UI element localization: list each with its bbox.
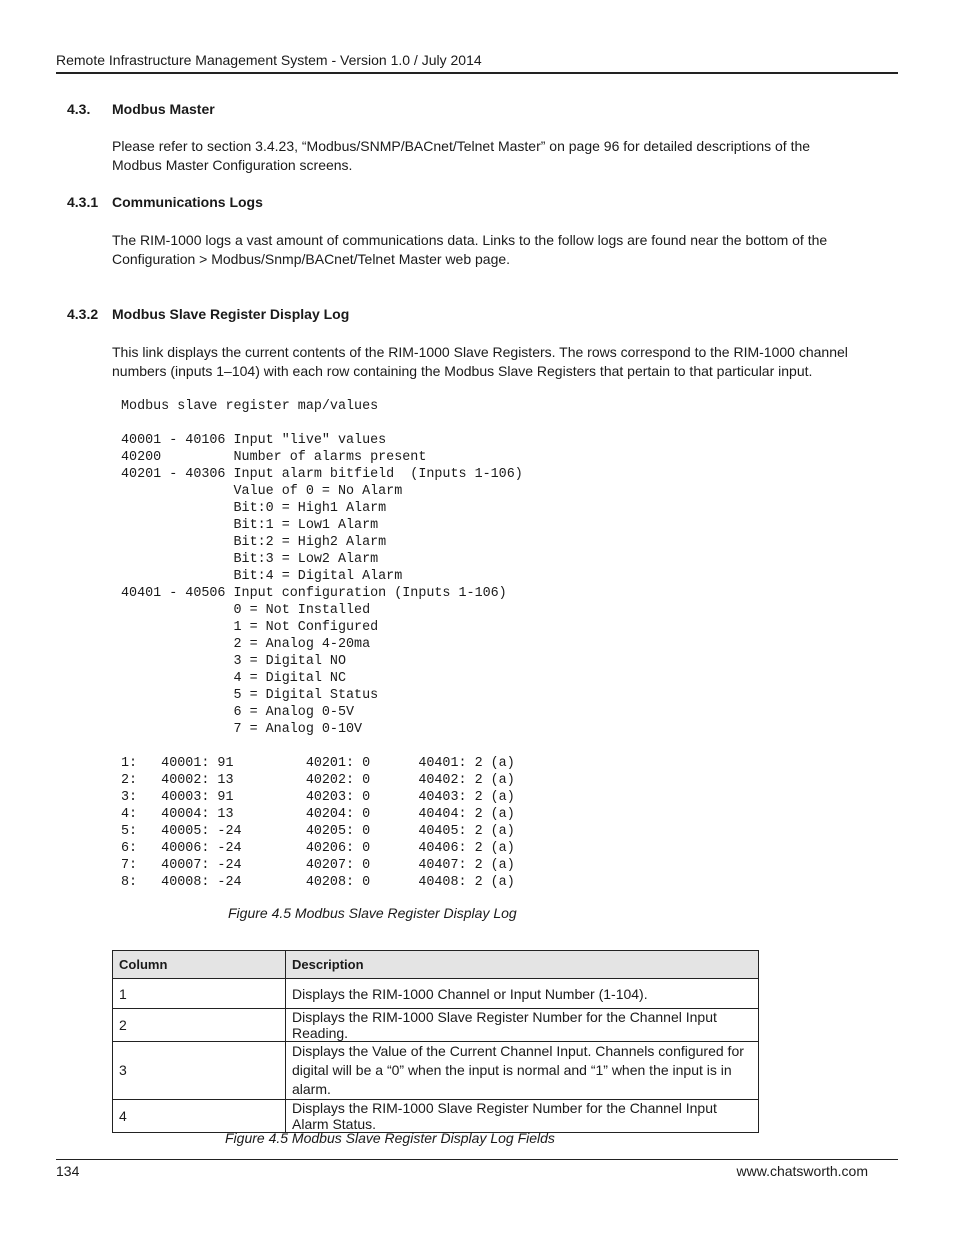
table-cell-column: 1 xyxy=(113,979,286,1009)
table-cell-column: 3 xyxy=(113,1042,286,1100)
section-number: 4.3. xyxy=(67,101,91,117)
section-number: 4.3.2 xyxy=(67,306,99,322)
section-number: 4.3.1 xyxy=(67,194,99,210)
description-header: Description xyxy=(286,951,759,979)
section-title: Modbus Master xyxy=(112,101,215,117)
table-row xyxy=(113,1100,759,1133)
figure-caption: Figure 4.5 Modbus Slave Register Display Log xyxy=(228,905,517,921)
section-title: Modbus Slave Register Display Log xyxy=(112,306,350,322)
footer-website: www.chatsworth.com xyxy=(736,1163,868,1179)
table-cell-description: Displays the Value of the Current Channel Input. Channels configured for digital will be a “0” when the input is normal and “1” when the input is in alarm. xyxy=(286,1042,759,1100)
section-paragraph: The RIM-1000 logs a vast amount of communications data. Links to the follow logs are found near the bottom of the Configuration > Modbus/Snmp/BACnet/Telnet Master web page. xyxy=(112,232,828,267)
page-number: 134 xyxy=(56,1163,80,1179)
register-log-listing: Modbus slave register map/values 40001 - 40106 Input "live" values 40200 Number of alarms present 40201 - 40306 Input alarm bitfield (Inputs 1-106) Value of 0 = No Alarm Bit:0 = High1 Alarm Bit:1 = Low1 Alarm Bit:2 = High2 Alarm Bit:3 = Low2 Alarm Bit:4 = Digital Alarm 40401 - 40506 Input configuration (Inputs 1-106) 0 = Not Installed 1 = Not Configured 2 = Analog 4-20ma 3 = Digital NO 4 = Digital NC 5 = Digital Status 6 = Analog 0-5V 7 = Analog 0-10V 1: 40001: 91 40201: 0 40401: 2 (a) 2: 40002: 13 40202: 0 40402: 2 (a) 3: 40003: 91 40203: 0 40403: 2 (a) 4: 40004: 13 40204: 0 40404: 2 (a) 5: 40005: -24 40205: 0 40405: 2 (a) 6: 40006: -24 40206: 0 40406: 2 (a) 7: 40007: -24 40207: 0 40407: 2 (a) 8: 40008: -24 40208: 0 40408: 2 (a) xyxy=(121,399,523,890)
table-caption: Figure 4.5 Modbus Slave Register Display Log Fields xyxy=(225,1130,555,1146)
table-cell-column: 4 xyxy=(113,1100,286,1133)
table-header-row xyxy=(113,951,759,979)
page-header xyxy=(56,52,898,74)
table-cell-description: Displays the RIM-1000 Slave Register Number for the Channel Input Reading. xyxy=(286,1009,759,1042)
section-paragraph: This link displays the current contents of the RIM-1000 Slave Registers. The rows correspond to the RIM-1000 channel numbers (inputs 1–104) with each row containing the Modbus Slave Registers that pertain to that particular input. xyxy=(112,344,848,379)
column-header: Column xyxy=(113,951,286,979)
header-title: Remote Infrastructure Management System - Version 1.0 / July 2014 xyxy=(56,52,482,68)
table-cell-description: Displays the RIM-1000 Slave Register Number for the Channel Input Alarm Status. xyxy=(286,1100,759,1133)
page-footer xyxy=(56,1159,898,1179)
table-row xyxy=(113,1042,759,1100)
fields-table xyxy=(112,950,759,1133)
table-row xyxy=(113,1009,759,1042)
table-cell-column: 2 xyxy=(113,1009,286,1042)
table-row xyxy=(113,979,759,1009)
section-title: Communications Logs xyxy=(112,194,263,210)
section-paragraph: Please refer to section 3.4.23, “Modbus/SNMP/BACnet/Telnet Master” on page 96 for detailed descriptions of the Modbus Master Configuration screens. xyxy=(112,138,811,173)
table-cell-description: Displays the RIM-1000 Channel or Input Number (1-104). xyxy=(286,979,759,1009)
